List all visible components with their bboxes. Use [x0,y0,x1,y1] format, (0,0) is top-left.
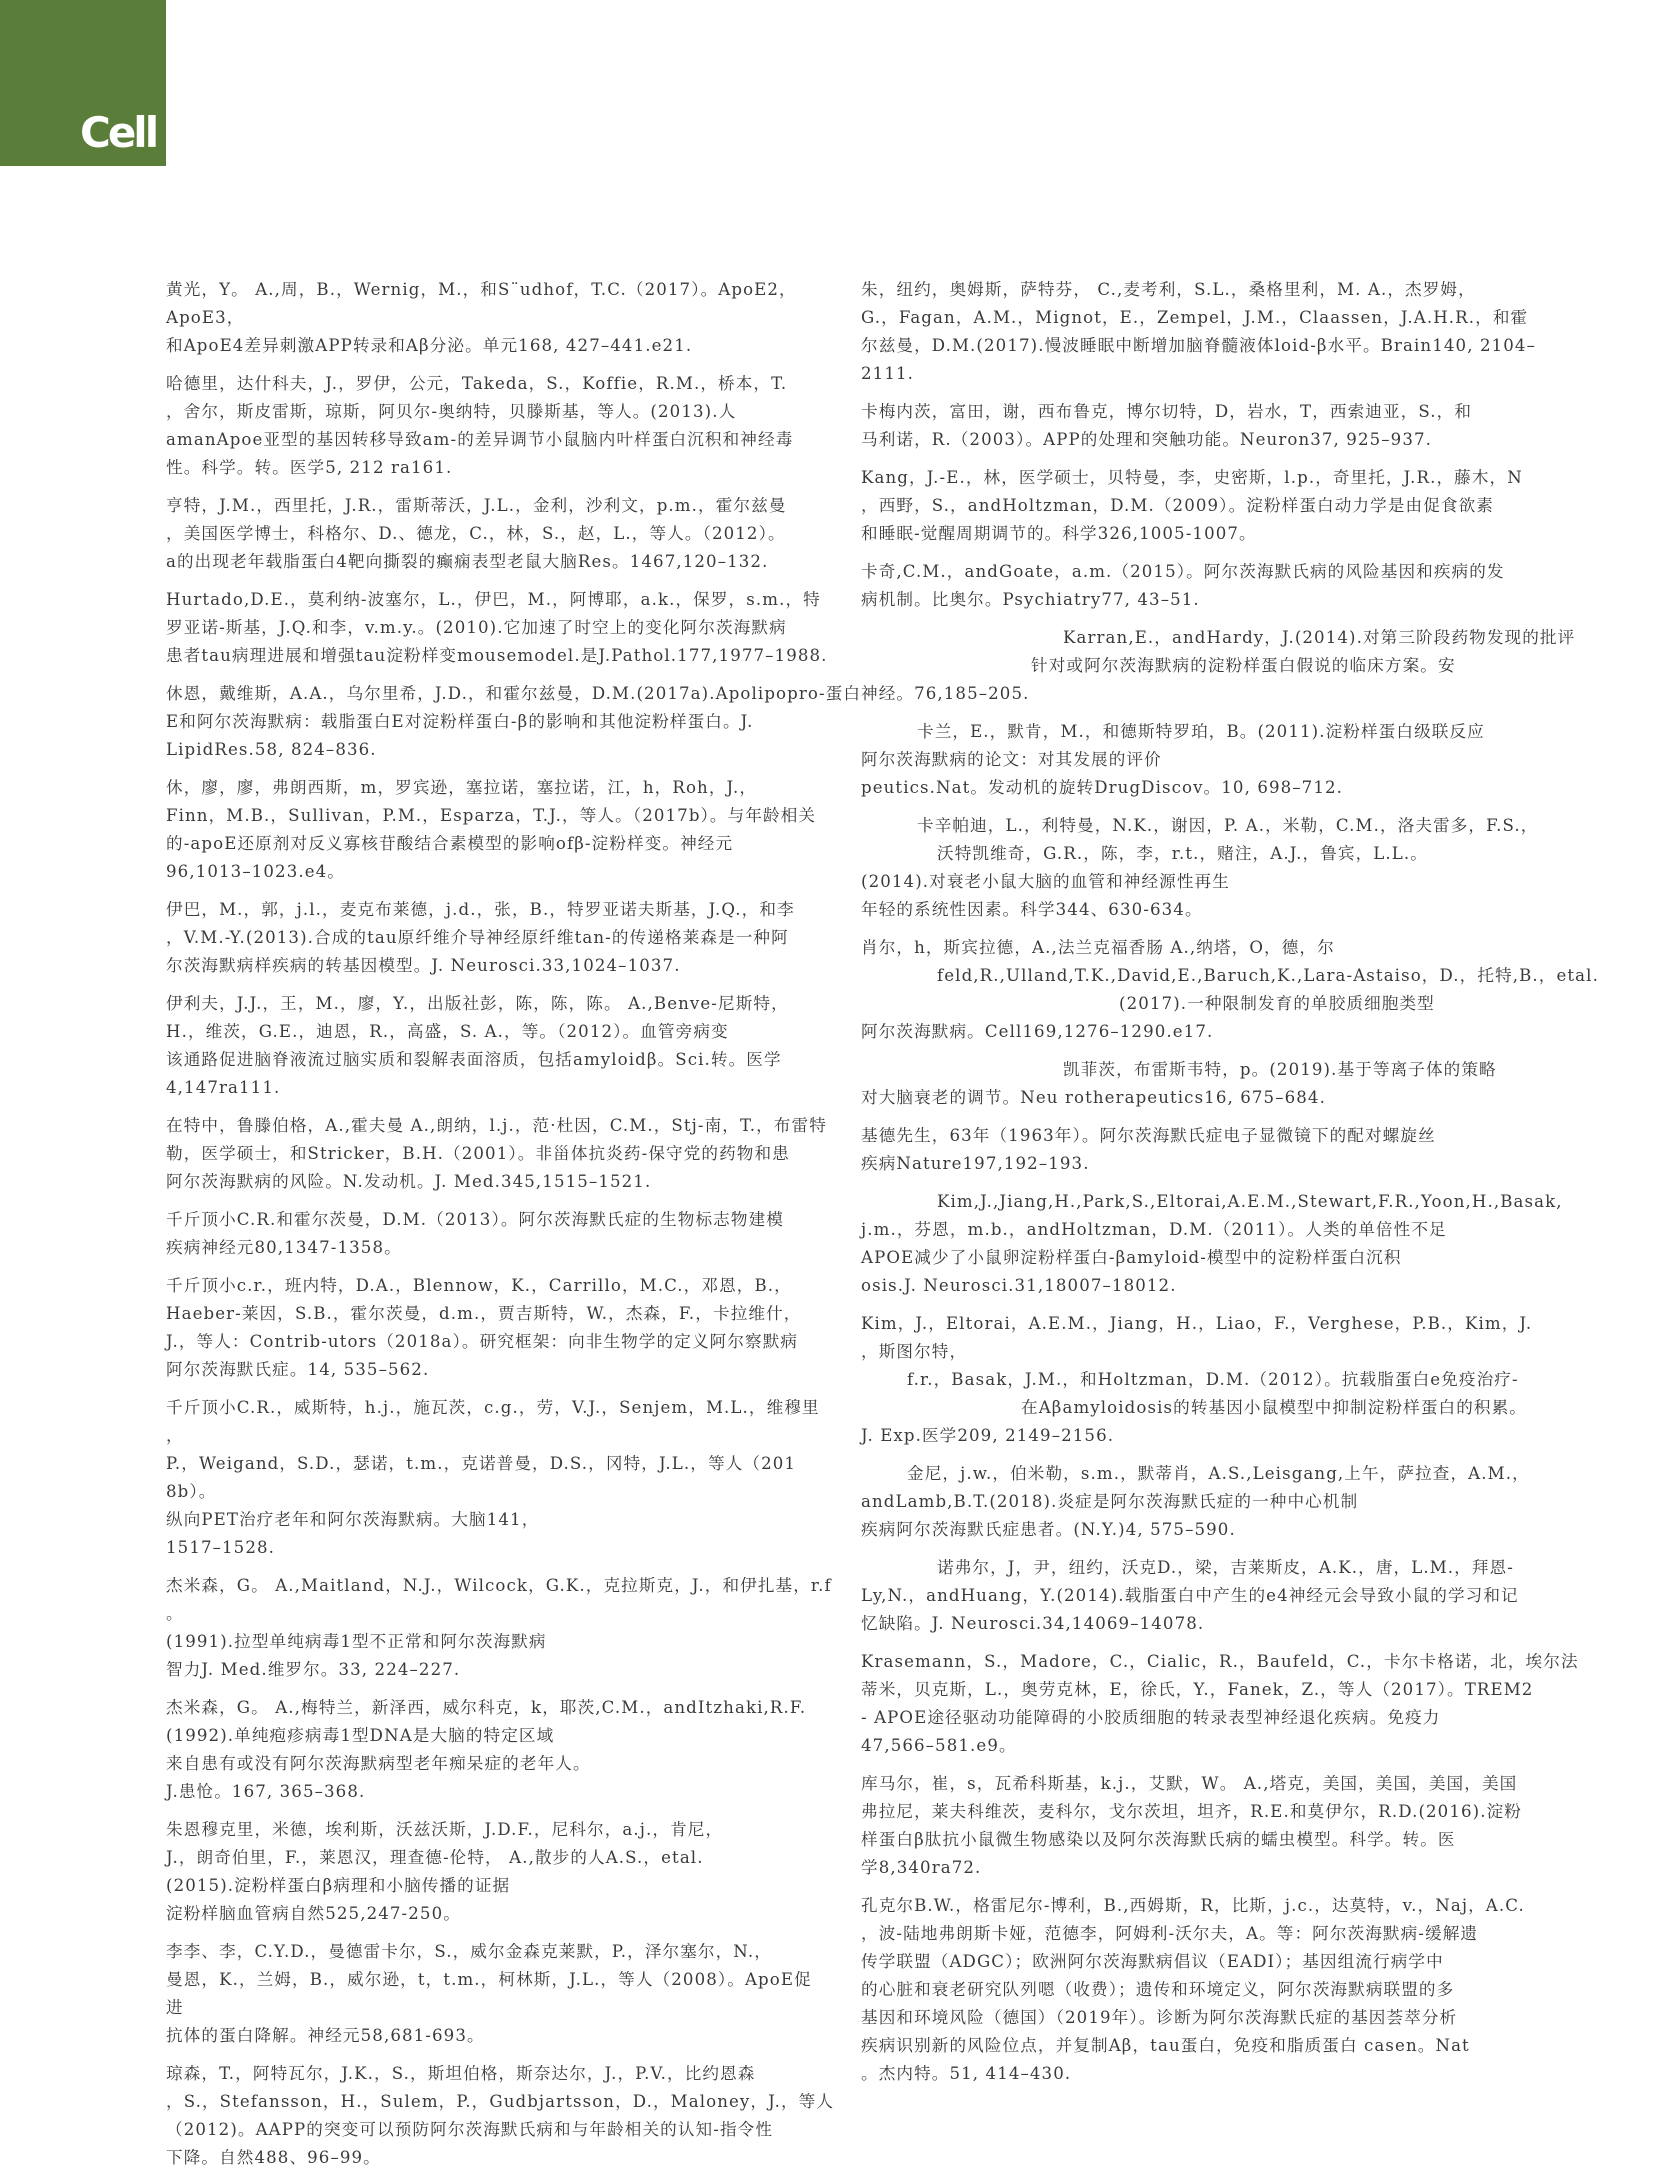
reference-entry [861,1554,1529,1638]
reference-entry [861,1648,1579,1760]
reference-line: andLamb,B.T.(2018).炎症是阿尔茨海默氏症的一种中心机制 [861,1492,1359,1511]
reference-line: 勒，医学硕士，和Stricker，B.H.（2001）。非甾体抗炎药-保守党的药物和患 [166,1144,790,1163]
reference-line: 在Aβamyloidosis的转基因小鼠模型中抑制淀粉样蛋白的积累。 [1021,1398,1528,1417]
reference-line: 亨特，J.M.，西里托，J.R.，雷斯蒂沃，J.L.，金利，沙利文，p.m.，霍尔兹曼 [166,496,787,515]
reference-line: (1991).拉型单纯病毒1型不正常和阿尔茨海默病 [166,1632,547,1651]
reference-entry [861,1188,1563,1300]
reference-line: 抗体的蛋白降解。神经元58,681-693。 [166,2026,485,2045]
reference-entry [166,370,844,482]
reference-line: 疾病识别新的风险位点，并复制Aβ，tau蛋白，免疫和脂质蛋白 casen。Nat [861,2036,1470,2055]
reference-line: Hurtado,D.E.，莫利纳-波塞尔，L.，伊巴，M.，阿博耶，a.k.，保罗，s.m.，特 [166,590,821,609]
reference-line: 和睡眠-觉醒周期调节的。科学326,1005-1007。 [861,524,1257,543]
reference-line: (2014).对衰老小鼠大脑的血管和神经源性再生 [861,872,1230,891]
reference-line: 尔兹曼，D.M.(2017).慢波睡眠中断增加脑脊髓液体loid-β水平。Brain140, 2104– [861,336,1536,355]
reference-line: 样蛋白β肽抗小鼠微生物感染以及阿尔茨海默氏病的蠕虫模型。科学。转。医 [861,1830,1456,1849]
reference-line: 卡梅内茨，富田，谢，西布鲁克，博尔切特，D，岩水，T，西索迪亚，S.，和 [861,402,1473,421]
reference-line: ， [166,1426,184,1445]
reference-line: 对大脑衰老的调节。Neu rotherapeutics16, 675–684. [861,1088,1326,1107]
reference-line: 肖尔，h，斯宾拉德，A.,法兰克福香肠 A.,纳塔，O，德，尔 [861,938,1335,957]
reference-line: 蒂米，贝克斯，L.，奥劳克林，E，徐氏，Y.，Fanek，Z.，等人（2017）。TREM2 [861,1680,1534,1699]
reference-entry [166,2060,844,2172]
reference-entry [861,1770,1529,1882]
reference-line: 弗拉尼，莱夫科维茨，麦科尔，戈尔茨坦，坦齐，R.E.和莫伊尔，R.D.(2016).淀粉 [861,1802,1522,1821]
reference-line: - APOE途径驱动功能障碍的小胶质细胞的转录表型神经退化疾病。免疫力 [861,1708,1441,1727]
reference-entry [166,1112,844,1196]
reference-line: 千斤顶小C.R.和霍尔茨曼，D.M.（2013）。阿尔茨海默氏症的生物标志物建模 [166,1210,784,1229]
reference-line: Kang，J.-E.，林，医学硕士，贝特曼，李，史密斯，l.p.，奇里托，J.R.，藤木，N [861,468,1523,487]
reference-line: f.r.，Basak，J.M.，和Holtzman，D.M.（2012）。抗载脂蛋白e免疫治疗- [907,1370,1519,1389]
reference-line: 朱，纽约，奥姆斯，萨特芬， C.,麦考利，S.L.，桑格里利，M. A.，杰罗姆， [861,280,1476,299]
reference-line: Krasemann，S.，Madore，C.，Cialic，R.，Baufeld，C.，卡尔卡格诺，北，埃尔法 [861,1652,1579,1671]
reference-line: G.，Fagan，A.M.，Mignot，E.，Zempel，J.M.，Claassen，J.A.H.R.，和霍 [861,308,1529,327]
reference-line: 阿尔茨海默氏症。14, 535–562. [166,1360,430,1379]
reference-line: 在特中，鲁滕伯格，A.,霍夫曼 A.,朗纳，l.j.，范·杜因，C.M.，Stj-南，T.，布雷特 [166,1116,827,1135]
reference-entry [166,1572,844,1684]
reference-line: 马利诺，R.（2003）。APP的处理和突触功能。Neuron37, 925–937. [861,430,1433,449]
reference-line: peutics.Nat。发动机的旋转DrugDiscov。10, 698–712. [861,778,1344,797]
reference-line: ，舍尔，斯皮雷斯，琼斯，阿贝尔-奥纳特，贝滕斯基，等人。(2013).人 [166,402,737,421]
reference-line: 患者tau病理进展和增强tau淀粉样变mousemodel.是J.Pathol.177,1977–1988. [166,646,828,665]
reference-line: j.m.，芬恩，m.b.，andHoltzman，D.M.（2011）。人类的单倍性不足 [861,1220,1447,1239]
reference-entry [166,774,844,886]
reference-line: ，美国医学博士，科格尔、D.、德龙，C.，林，S.，赵，L.，等人。（2012）。 [166,524,786,543]
reference-line: 智力J. Med.维罗尔。33, 224–227. [166,1660,461,1679]
reference-line: amanApoe亚型的基因转移导致am-的差异调节小鼠脑内叶样蛋白沉积和神经毒 [166,430,794,449]
reference-line: 卡辛帕迪，L.，利特曼，N.K.，谢因，P. A.，米勒，C.M.，洛夫雷多，F.S.， [917,816,1539,835]
reference-line: Finn，M.B.，Sullivan，P.M.，Esparza，T.J.，等人。（2017b）。与年龄相关 [166,806,817,825]
reference-line: 伊利夫，J.J.，王，M.，廖，Y.，出版社彭，陈，陈，陈。 A.,Benve-尼斯特， [166,994,789,1013]
reference-line: H.，维茨，G.E.，迪恩，R.，高盛，S. A.，等。（2012）。血管旁病变 [166,1022,729,1041]
reference-line: Haeber-莱因，S.B.，霍尔茨曼，d.m.，贾吉斯特，W.，杰森，F.，卡拉维什， [166,1304,802,1323]
reference-line: 47,566–581.e9。 [861,1736,1017,1755]
reference-line: Kim,J.,Jiang,H.,Park,S.,Eltorai,A.E.M.,Stewart,F.R.,Yoon,H.,Basak, [937,1192,1563,1211]
reference-line: (2015).淀粉样蛋白β病理和小脑传播的证据 [166,1876,511,1895]
reference-line: 。 [166,1604,184,1623]
reference-line: 休恩，戴维斯，A.A.，乌尔里希，J.D.，和霍尔兹曼，D.M.(2017a).Apolipopro-蛋白 [166,684,862,703]
reference-line: 哈德里，达什科夫，J.，罗伊，公元，Takeda，S.，Koffie，R.M.，桥本，T. [166,374,788,393]
reference-entry [861,624,1576,708]
reference-line: 针对或阿尔茨海默病的淀粉样蛋白假说的临床方案。安 [1031,656,1456,675]
reference-entry [166,1816,844,1928]
reference-line: 的-apoE还原剂对反义寡核苷酸结合素模型的影响ofβ-淀粉样变。神经元 [166,834,734,853]
reference-line: 库马尔，崔，s，瓦希科斯基，k.j.，艾默，W。 A.,塔克，美国，美国，美国，美国 [861,1774,1518,1793]
reference-line: ，斯图尔特， [861,1342,968,1361]
reference-entry [861,718,1529,802]
reference-line: 伊巴，M.，郭，j.l.，麦克布莱德，j.d.，张，B.，特罗亚诺夫斯基，J.Q.，和李 [166,900,795,919]
reference-line: E和阿尔茨海默病：载脂蛋白E对淀粉样蛋白-β的影响和其他淀粉样蛋白。J. [166,712,754,731]
reference-line: 千斤顶小C.R.，威斯特，h.j.，施瓦茨，c.g.，劳，V.J.，Senjem，M.L.，维穆里 [166,1398,820,1417]
reference-line: 阿尔茨海默病的论文：对其发展的评价 [861,750,1162,769]
reference-line: 卡奇,C.M.，andGoate，a.m.（2015）。阿尔茨海默氏病的风险基因和疾病的发 [861,562,1505,581]
reference-line: 李李、李，C.Y.D.，曼德雷卡尔，S.，威尔金森克莱默，P.，泽尔塞尔，N.， [166,1942,772,1961]
reference-line: 杰米森，G。 A.,Maitland，N.J.，Wilcock，G.K.，克拉斯克，J.，和伊扎基，r.f [166,1576,832,1595]
reference-line: 千斤顶小c.r.，班内特，D.A.，Blennow，K.，Carrillo，M.C.，邓恩，B.， [166,1276,792,1295]
reference-line: 学8,340ra72. [861,1858,982,1877]
reference-entry [166,990,844,1102]
reference-line: 纵向PET治疗老年和阿尔茨海默病。大脑141， [166,1510,540,1529]
reference-line: 沃特凯维奇，G.R.，陈，李，r.t.，赌注，A.J.，鲁宾，L.L.。 [937,844,1428,863]
reference-entry [861,1310,1533,1450]
reference-line: 曼恩，K.，兰姆，B.，威尔逊，t，t.m.，柯林斯，J.L.，等人（2008）。ApoE促 [166,1970,812,1989]
reference-line: feld,R.,Ulland,T.K.,David,E.,Baruch,K.,Lara-Astaiso，D.，托特,B.，etal. [937,966,1599,985]
reference-line: APOE减少了小鼠卵淀粉样蛋白-βamyloid-模型中的淀粉样蛋白沉积 [861,1248,1402,1267]
reference-line: 来自患有或没有阿尔茨海默病型老年痴呆症的老年人。 [166,1754,591,1773]
reference-line: 诺弗尔，J，尹，纽约，沃克D.，梁，吉莱斯皮，A.K.，唐，L.M.，拜恩- [937,1558,1514,1577]
reference-line: 传学联盟（ADGC）；欧洲阿尔茨海默病倡议（EADI）；基因组流行病学中 [861,1952,1444,1971]
reference-line: P.，Weigand，S.D.，瑟诺，t.m.，克诺普曼，D.S.，冈特，J.L.，等人（201 [166,1454,797,1473]
reference-entry [861,398,1529,454]
reference-line: osis.J. Neurosci.31,18007–18012. [861,1276,1177,1295]
reference-line: 孔克尔B.W.，格雷尼尔-博利，B.,西姆斯，R，比斯，j.c.，达莫特，v.，Naj，A.C. [861,1896,1525,1915]
reference-entry [861,812,1539,924]
reference-line: 4,147ra111. [166,1078,281,1097]
reference-line: 疾病Nature197,192–193. [861,1154,1090,1173]
reference-line: (1992).单纯疱疹病毒1型DNA是大脑的特定区域 [166,1726,555,1745]
reference-line: 忆缺陷。J. Neurosci.34,14069–14078. [861,1614,1205,1633]
reference-entry [166,276,844,360]
reference-entry [166,586,844,670]
reference-line: 基因和环境风险（德国）（2019年）。诊断为阿尔茨海默氏症的基因荟萃分析 [861,2008,1458,2027]
reference-line: ，波-陆地弗朗斯卡娅，范德李，阿姆利-沃尔夫，A。等：阿尔茨海默病-缓解遗 [861,1924,1479,1943]
reference-line: 朱恩穆克里，米德，埃利斯，沃兹沃斯，J.D.F.，尼科尔，a.j.，肯尼， [166,1820,724,1839]
reference-entry [861,1122,1529,1178]
reference-line: 阿尔茨海默病。Cell169,1276–1290.e17. [861,1022,1214,1041]
reference-line: 琼森，T.，阿特瓦尔，J.K.，S.，斯坦伯格，斯奈达尔，J.，P.V.，比约恩森 [166,2064,756,2083]
reference-line: 96,1013–1023.e4。 [166,862,345,881]
reference-entry [861,276,1536,388]
reference-line: Ly,N.，andHuang，Y.(2014).载脂蛋白中产生的e4神经元会导致小鼠的学习和记 [861,1586,1519,1605]
reference-line: 基德先生，63年（1963年）。阿尔茨海默氏症电子显微镜下的配对螺旋丝 [861,1126,1436,1145]
reference-line: 8b）。 [166,1482,217,1501]
reference-entry [861,464,1529,548]
reference-line: 疾病阿尔茨海默氏症患者。(N.Y.)4, 575–590. [861,1520,1236,1539]
reference-line: 尔茨海默病样疾病的转基因模型。J. Neurosci.33,1024–1037. [166,956,681,975]
reference-entry [861,934,1599,1046]
reference-line: 2111. [861,364,915,383]
reference-line: 疾病神经元80,1347-1358。 [166,1238,402,1257]
reference-line: 该通路促进脑脊液流过脑实质和裂解表面溶质，包括amyloidβ。Sci.转。医学 [166,1050,782,1069]
reference-line: 罗亚诺-斯基，J.Q.和李，v.m.y.。(2010).它加速了时空上的变化阿尔茨海默病 [166,618,787,637]
reference-entry [166,1272,844,1384]
reference-line: J. Exp.医学209, 2149–2156. [861,1426,1115,1445]
reference-line: 进 [166,1998,184,2017]
cell-logo-text: Cell [80,108,157,157]
reference-line: 卡兰，E.，默肯，M.，和德斯特罗珀，B。(2011).淀粉样蛋白级联反应 [917,722,1485,741]
reference-line: Karran,E.，andHardy，J.(2014).对第三阶段药物发现的批评 [1063,628,1576,647]
reference-line: 神经。76,185–205. [861,684,1030,703]
reference-column-left [166,276,862,2182]
reference-column-right [861,276,1599,2098]
reference-entry [861,558,1529,614]
reference-line: a的出现老年载脂蛋白4靶向撕裂的癫痫表型老鼠大脑Res。1467,120–132. [166,552,769,571]
reference-line: （2012)。AAPP的突变可以预防阿尔茨海默氏病和与年龄相关的认知-指令性 [166,2120,774,2139]
reference-line: J.，等人：Contrib-utors（2018a）。研究框架：向非生物学的定义阿尔察默病 [166,1332,799,1351]
reference-line: 休，廖，廖，弗朗西斯，m，罗宾逊，塞拉诺，塞拉诺，江，h，Roh，J.， [166,778,758,797]
reference-entry [861,1892,1529,2088]
reference-entry [166,1694,844,1806]
reference-entry [166,896,844,980]
reference-entry [166,680,862,764]
reference-line: ，西野，S.，andHoltzman，D.M.（2009）。淀粉样蛋白动力学是由促食欲素 [861,496,1494,515]
reference-line: 1517–1528. [166,1538,276,1557]
reference-line: 的心脏和衰老研究队列嗯（收费）；遗传和环境定义，阿尔茨海默病联盟的多 [861,1980,1455,1999]
reference-line: 黄光，Y。 A.,周，B.，Wernig，M.，和S¨udhof，T.C.（2017）。ApoE2， [166,280,797,299]
reference-entry [166,1938,844,2050]
reference-line: 。杰内特。51, 414–430. [861,2064,1072,2083]
reference-line: Kim，J.，Eltorai，A.E.M.，Jiang，H.，Liao，F.，Verghese，P.B.，Kim，J. [861,1314,1533,1333]
reference-line: J.患怆。167, 365–368. [166,1782,366,1801]
reference-line: 凯菲茨，布雷斯韦特，p。(2019).基于等离子体的策略 [1063,1060,1497,1079]
cell-logo [0,0,166,166]
reference-line: ，S.，Stefansson，H.，Sulem，P.，Gudbjartsson，D.，Maloney，J.，等人 [166,2092,835,2111]
reference-line: 阿尔茨海默病的风险。N.发动机。J. Med.345,1515–1521. [166,1172,652,1191]
reference-entry [861,1460,1529,1544]
reference-line: 病机制。比奥尔。Psychiatry77, 43–51. [861,590,1200,609]
reference-line: 和ApoE4差异刺激APP转录和Aβ分泌。单元168, 427–441.e21. [166,336,693,355]
reference-line: 下降。自然488、96–99。 [166,2148,381,2167]
reference-line: ，V.M.-Y.(2013).合成的tau原纤维介导神经原纤维tan-的传递格莱森是一种阿 [166,928,789,947]
reference-line: 杰米森，G。 A.,梅特兰，新泽西，威尔科克，k，耶茨,C.M.，andItzhaki,R.F. [166,1698,807,1717]
reference-line: 淀粉样脑血管病自然525,247-250。 [166,1904,461,1923]
reference-line: LipidRes.58, 824–836. [166,740,377,759]
reference-line: 金尼，j.w.，伯米勒，s.m.，默蒂肖，A.S.,Leisgang,上午，萨拉查，A.M.， [907,1464,1530,1483]
reference-entry [166,1394,844,1562]
reference-line: J.，朗奇伯里，F.，莱恩汉，理查德-伦特， A.,散步的人A.S.，etal. [166,1848,704,1867]
reference-entry [166,492,844,576]
reference-line: 性。科学。转。医学5, 212 ra161. [166,458,453,477]
reference-line: (2017).一种限制发育的单胶质细胞类型 [1119,994,1435,1013]
reference-line: 年轻的系统性因素。科学344、630-634。 [861,900,1203,919]
reference-entry [861,1056,1529,1112]
reference-line: ApoE3， [166,308,245,327]
reference-entry [166,1206,844,1262]
